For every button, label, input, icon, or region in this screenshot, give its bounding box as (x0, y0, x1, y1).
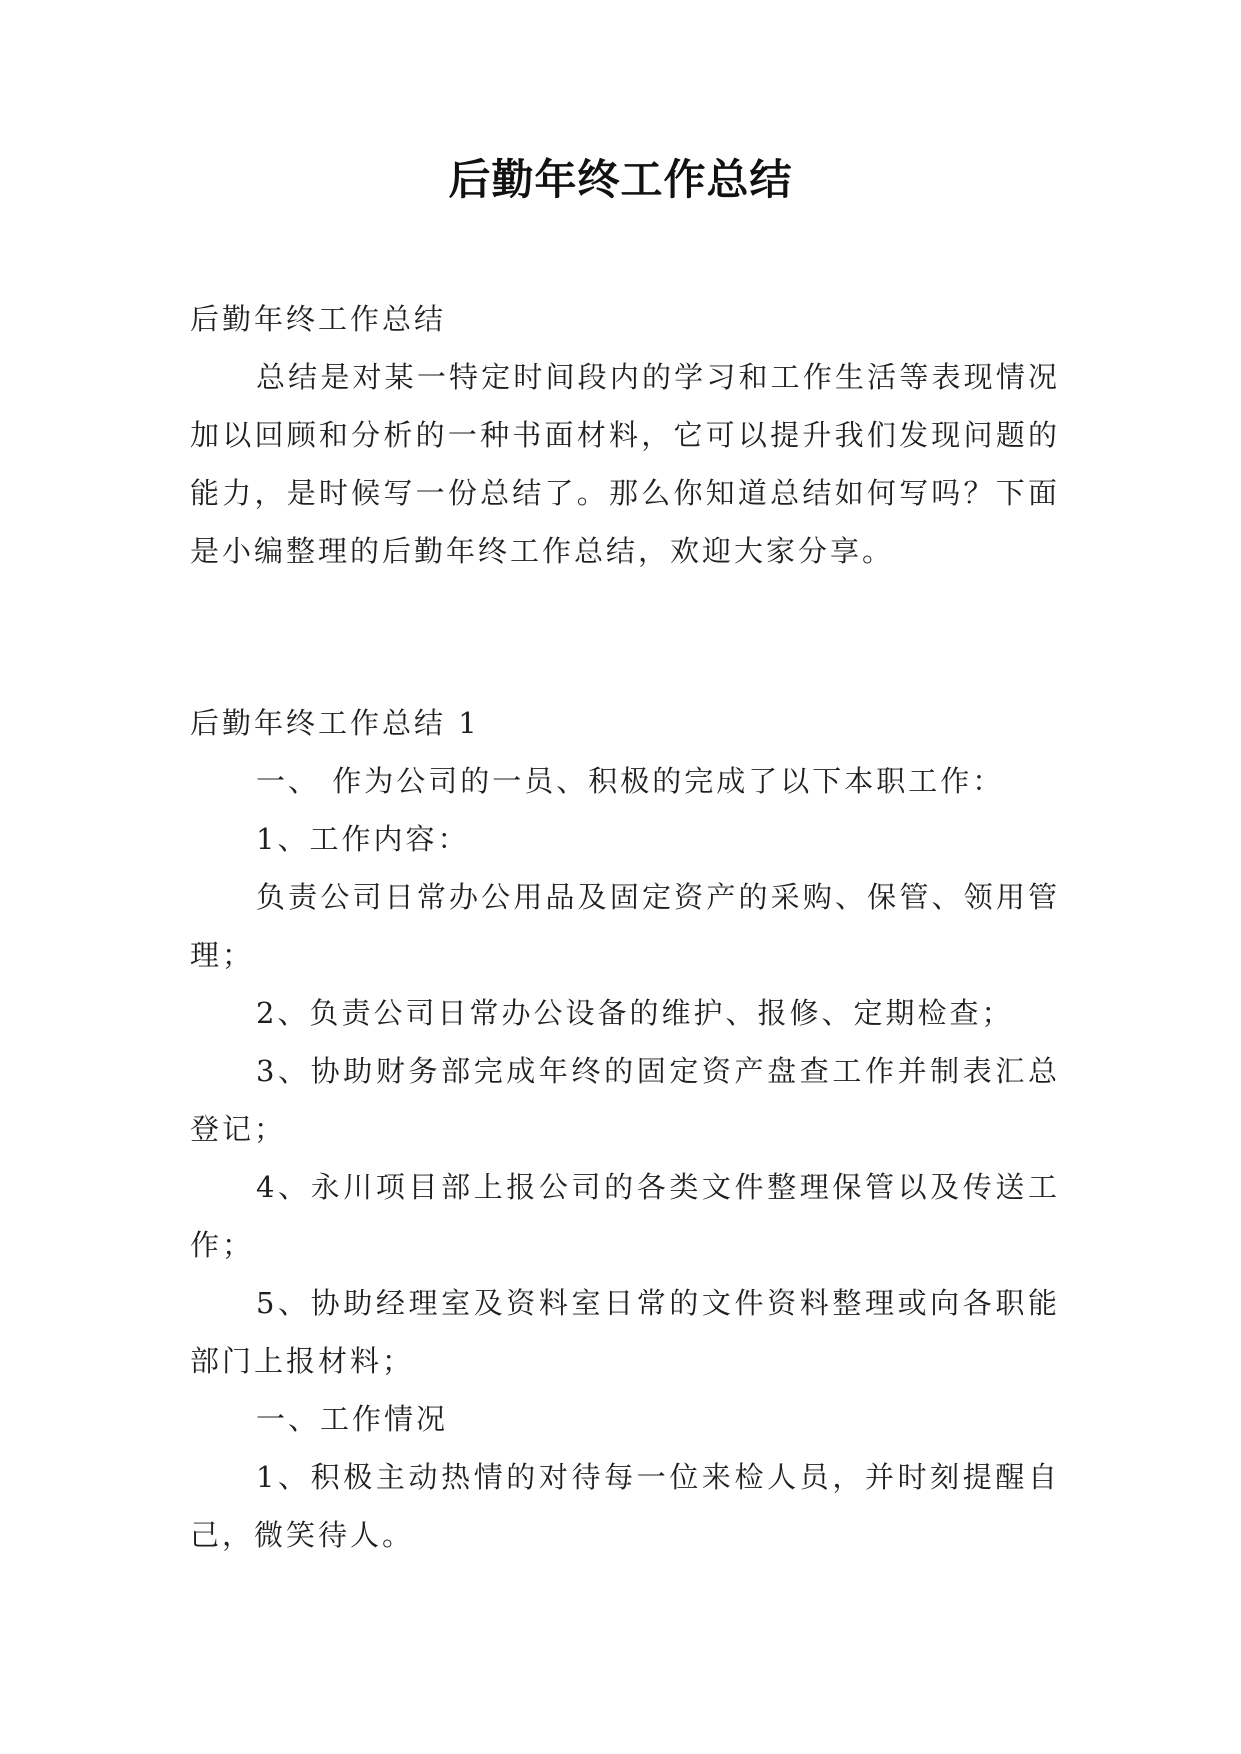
section-1-item: 1、积极主动热情的对待每一位来检人员，并时刻提醒自己，微笑待人。 (190, 1460, 1060, 1552)
intro-paragraph: 总结是对某一特定时间段内的学习和工作生活等表现情况加以回顾和分析的一种书面材料，它可以提升我们发现问题的能力，是时候写一份总结了。那么你知道总结如何写吗？下面是小编整理的后勤年终工作总结，欢迎大家分享。 (190, 360, 1060, 568)
section-1-item: 5、协助经理室及资料室日常的文件资料整理或向各职能部门上报材料； (190, 1286, 1060, 1378)
section-1-item: 一、工作情况 (256, 1402, 449, 1436)
section-1-item: 负责公司日常办公用品及固定资产的采购、保管、领用管理； (190, 880, 1060, 972)
document-title: 后勤年终工作总结 (448, 155, 793, 204)
section-1-heading: 后勤年终工作总结 1 (190, 706, 480, 740)
section-1-item: 2、负责公司日常办公设备的维护、报修、定期检查； (256, 996, 1014, 1030)
section-1-item: 1、工作内容： (256, 822, 470, 856)
section-1-item: 一、 作为公司的一员、积极的完成了以下本职工作： (256, 764, 1005, 798)
section-1-item: 4、永川项目部上报公司的各类文件整理保管以及传送工作； (190, 1170, 1060, 1262)
section-1-item: 3、协助财务部完成年终的固定资产盘查工作并制表汇总登记； (190, 1054, 1060, 1146)
intro-heading: 后勤年终工作总结 (190, 302, 447, 336)
